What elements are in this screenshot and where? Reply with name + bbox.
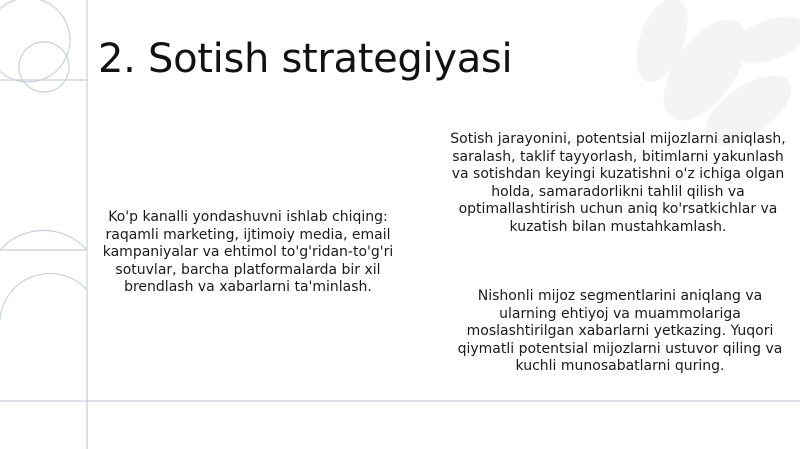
text-block-target-segments: Nishonli mijoz segmentlarini aniqlang va ularning ehtiyoj va muammolariga moslashtirilgan xabarlarni yetkazing. Yuqori qiymatli potentsial mijozlarni ustuvor qiling va kuchli munosabatlarni quring. <box>457 288 783 375</box>
deco-circle-large <box>0 0 70 82</box>
text-block-sales-process: Sotish jarayonini, potentsial mijozlarni aniqlash, saralash, taklif tayyorlash, bitimlarni yakunlash va sotishdan keyingi kuzatishni o'z ichiga olgan holda, samaradorlikni tahlil qilish va optimallashtirish uchun aniq ko'rsatkichlar va kuzatish bilan mustahkamlash. <box>450 131 786 235</box>
text-block-multichannel: Ko'p kanalli yondashuvni ishlab chiqing: raqamli marketing, ijtimoiy media, email kampaniyalar va ehtimol to'g'ridan-to'g'ri sotuvlar, barcha platformalarda bir xil brendlash va xabarlarni ta'minlash. <box>102 209 394 296</box>
deco-arc-lower <box>0 273 87 449</box>
deco-arc-upper <box>0 230 87 250</box>
deco-circle-small <box>19 42 69 92</box>
slide-title: 2. Sotish strategiyasi <box>98 35 513 82</box>
